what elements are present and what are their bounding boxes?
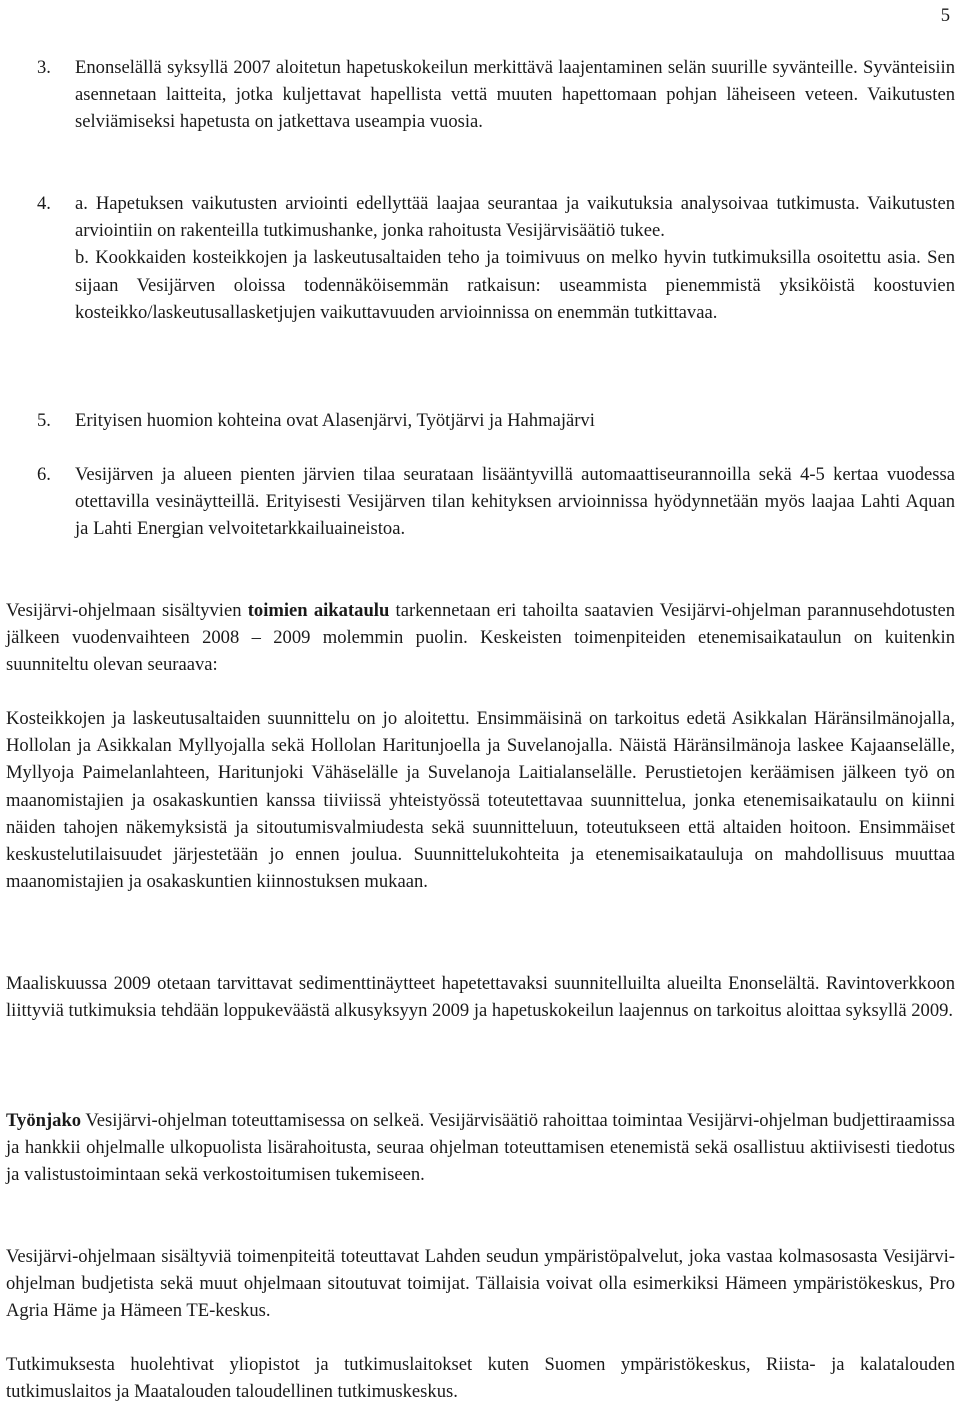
- paragraph-wetlands: [6, 705, 955, 895]
- text-run: Vesijärvi-ohjelmaan sisältyvien: [6, 600, 248, 621]
- text-run: Vesijärvi-ohjelman toteuttamisessa on selkeä. Vesijärvisäätiö rahoittaa toimintaa Vesijärvi-ohjelman budjettiraamissa ja hankkii ohjelmalle ulkopuolista lisärahoitusta, seuraa ohjelman toteuttamisen etenemistä sekä osallistuu aktiivisesti tiedotus ja valistustoimintaan sekä verkostoitumisen tukemiseen.: [6, 1110, 955, 1186]
- bold-term: Työnjako: [6, 1110, 82, 1131]
- paragraph-division-of-work: [6, 1107, 955, 1189]
- list-item-5: [37, 407, 955, 434]
- paragraph-text: Vesijärvi-ohjelmaan sisältyviä toimenpiteitä toteuttavat Lahden seudun ympäristöpalvelut, joka vastaa kolmasosasta Vesijärvi-ohjelman budjetista sekä muut ohjelmaan sitoutuvat toimijat. Tällaisia voivat olla esimerkiksi Hämeen ympäristökeskus, Pro Agria Häme ja Hämeen TE-keskus.: [6, 1246, 955, 1322]
- list-item-6: [37, 461, 955, 543]
- list-number: 4.: [37, 193, 51, 214]
- list-number: 6.: [37, 464, 51, 485]
- sub-item-b: b. Kookkaiden kosteikkojen ja laskeutusaltaiden teho ja toimivuus on melko hyvin tutkimuksilla osoitettu asia. Sen sijaan Vesijärven oloissa todennäköisemmän ratkaisun: useammista pienemmistä yksiköistä koostuvien kosteikko/laskeutusallasketjujen vaikuttavuuden arvioinnissa on enemmän tutkittavaa.: [75, 247, 955, 323]
- paragraph-measures: [6, 1243, 955, 1325]
- list-number: 3.: [37, 57, 51, 78]
- list-number: 5.: [37, 410, 51, 431]
- list-text: Vesijärven ja alueen pienten järvien tilaa seurataan lisääntyvillä automaattiseurannoilla sekä 4-5 kertaa vuodessa otettavilla vesinäytteillä. Erityisesti Vesijärven tilan kehityksen arvioinnissa hyödynnetään myös laajaa Lahti Aquan ja Lahti Energian velvoitetarkkailuaineistoa.: [75, 464, 955, 540]
- sub-item-a: a. Hapetuksen vaikutusten arviointi edellyttää laajaa seurantaa ja vaikutuksia analysoivaa tutkimusta. Vaikutusten arviointiin on rakenteilla tutkimushanke, jonka rahoitusta Vesijärvisäätiö tukee.: [75, 193, 955, 242]
- list-text: Erityisen huomion kohteina ovat Alasenjärvi, Työtjärvi ja Hahmajärvi: [75, 410, 595, 431]
- paragraph-text: Maaliskuussa 2009 otetaan tarvittavat sedimenttinäytteet hapetettavaksi suunnitelluilta alueilta Enonselältä. Ravintoverkkoon liittyviä tutkimuksia tehdään loppukeväästä alkusyksyyn 2009 ja hapetuskokeilun laajennus on tarkoitus aloittaa syksyllä 2009.: [6, 973, 955, 1022]
- list-item-3: [37, 54, 955, 136]
- list-text: Enonselällä syksyllä 2007 aloitetun hapetuskokeilun merkittävä laajentaminen selän suurille syvänteille. Syvänteisiin asennetaan laitteita, jotka kuljettavat hapellista vettä muuten hapettomaan pohjan läheiseen veteen. Vaikutusten selviämiseksi hapetusta on jatkettava useampia vuosia.: [75, 57, 955, 133]
- paragraph-schedule-intro: [6, 597, 955, 679]
- paragraph-text: Kosteikkojen ja laskeutusaltaiden suunnittelu on jo aloitettu. Ensimmäisinä on tarkoitus edetä Asikkalan Häränsilmänojalla, Hollolan ja Asikkalan Myllyojalla sekä Hollolan Haritunjoella ja Suvelanojalla. Näistä Häränsilmänoja laskee Kajaanselälle, Myllyoja Paimelanlahteen, Haritunjoki Vähäselälle ja Suvelanoja Laitialanselälle. Perustietojen keräämisen jälkeen työ on maanomistajien ja osakaskuntien kanssa tiiviissä yhteistyössä toteutettavaa suunnittelua, jonka etenemisaikataulu on kiinni näiden tahojen näkemyksistä ja sitoutumisvalmiudesta sekä suunnitteluun, toteutukseen että altaiden hoitoon. Ensimmäiset keskustelutilaisuudet järjestetään jo ennen joulua. Suunnittelukohteita ja etenemisaikatauluja on mahdollisuus muuttaa maanomistajien ja osakaskuntien kiinnostuksen mukaan.: [6, 708, 955, 893]
- page-number: 5: [940, 5, 950, 26]
- list-item-4: [37, 190, 955, 326]
- paragraph-research: [6, 1351, 955, 1405]
- text-run: tarkennetaan eri tahoilta saatavien Vesijärvi-ohjelman parannusehdotusten jälkeen vuodenvaihteen 2008 – 2009 molemmin puolin. Keskeisten toimenpiteiden etenemisaikataulun on kuitenkin suunniteltu olevan seuraava:: [6, 600, 955, 676]
- paragraph-text: Tutkimuksesta huolehtivat yliopistot ja tutkimuslaitokset kuten Suomen ympäristökeskus, Riista- ja kalatalouden tutkimuslaitos ja Maatalouden taloudellinen tutkimuskeskus.: [6, 1354, 955, 1403]
- bold-term: toimien aikataulu: [247, 600, 390, 621]
- paragraph-sediment: [6, 970, 955, 1024]
